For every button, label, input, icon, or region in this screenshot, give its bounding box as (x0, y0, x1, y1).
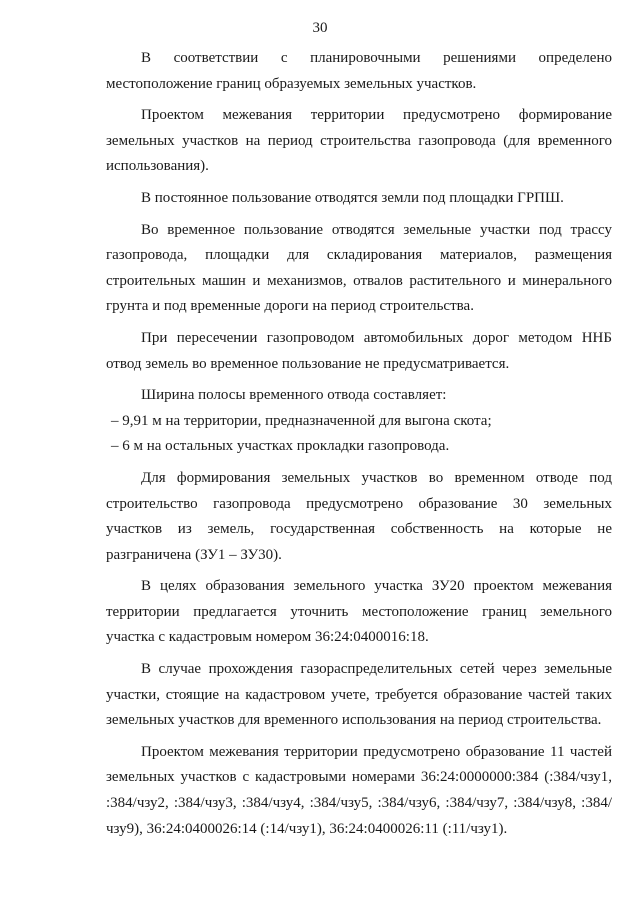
paragraph-boundaries: В соответствии с планировочными решениями определено местоположение границ образуемых земельных участков. (106, 50, 612, 92)
paragraph-thirty-plots: Для формирования земельных участков во временном отводе под строительство газопровода предусмотрено образование 30 земельных участков из земель, государственная собственность на которые не разграничена (ЗУ1 – ЗУ30). (106, 469, 612, 563)
list-item-livestock-area: – 9,91 м на территории, предназначенной для выгона скота; (111, 412, 492, 429)
paragraph-project-formation: Проектом межевания территории предусмотрено формирование земельных участков на период строительства газопровода (для временного использования). (106, 107, 612, 175)
paragraph-permanent-use: В постоянное пользование отводятся земли под площадки ГРПШ. (141, 189, 564, 206)
paragraph-zu20: В целях образования земельного участка ЗУ20 проектом межевания территории предлагается уточнить местоположение границ земельного участка с кадастровым номером 36:24:0400016:18. (106, 578, 612, 646)
list-item-other-sections: – 6 м на остальных участках прокладки газопровода. (111, 438, 450, 455)
paragraph-registered-plots: В случае прохождения газораспределительных сетей через земельные участки, стоящие на кадастровом учете, требуется образование частей таких земельных участков для временного использования на период строительства. (106, 661, 612, 729)
paragraph-temporary-use: Во временное пользование отводятся земельные участки под трассу газопровода, площадки для складирования материалов, размещения строительных машин и механизмов, отвалов растительного и минерального грунта и под временные дороги на период строительства. (106, 221, 612, 315)
paragraph-strip-width: Ширина полосы временного отвода составляет: (141, 387, 447, 404)
document-body (106, 46, 612, 842)
paragraph-eleven-parts: Проектом межевания территории предусмотрено образование 11 частей земельных участков с кадастровыми номерами 36:24:0000000:384 (:384/чзу1, :384/чзу2, :384/чзу3, :384/чзу4, :384/чзу5, :384/чзу6, :384/чзу7, :384/чзу8, :384/чзу9), 36:24:0400026:14 (:14/чзу1), 36:24:0400026:11 (:11/чзу1). (106, 743, 612, 837)
paragraph-road-crossing: При пересечении газопроводом автомобильных дорог методом ННБ отвод земель во временное пользование не предусматривается. (106, 329, 612, 372)
page-number: 30 (312, 20, 328, 36)
